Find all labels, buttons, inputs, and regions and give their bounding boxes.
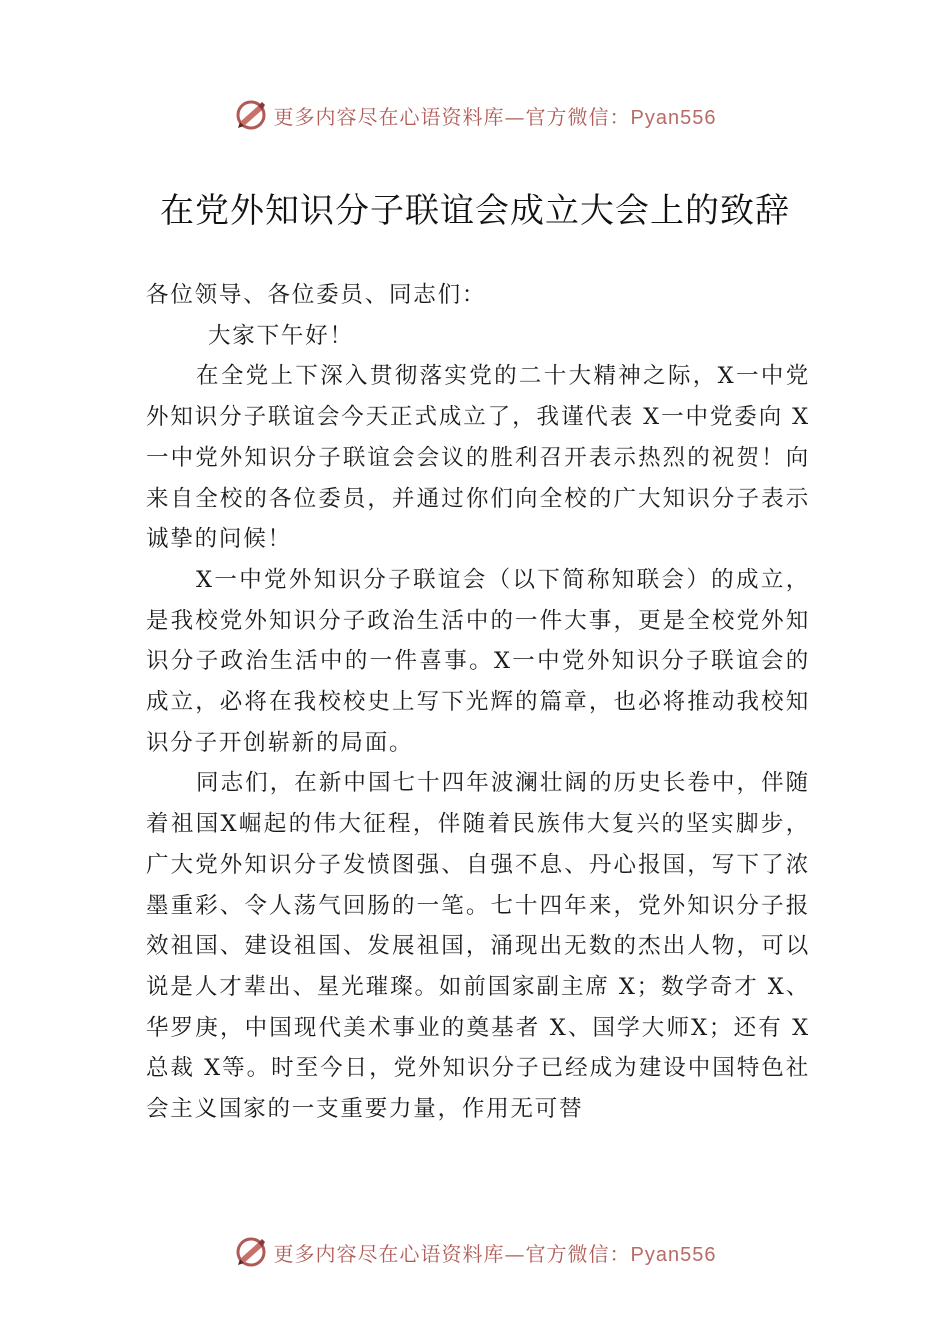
banner-wechat-id: Pyan556 bbox=[630, 106, 717, 129]
document-title: 在党外知识分子联谊会成立大会上的致辞 bbox=[160, 191, 790, 231]
banner-text bbox=[274, 101, 717, 130]
header-banner bbox=[0, 95, 950, 135]
banner-text bbox=[274, 1238, 717, 1267]
greeting: 大家下午好！ bbox=[208, 322, 354, 349]
banner-content bbox=[234, 98, 717, 132]
paragraph-2: X一中党外知识分子联谊会（以下简称知联会）的成立，是我校党外知识分子政治生活中的一件大事，更是全校党外知识分子政治生活中的一件喜事。X一中党外知识分子联谊会的成立，必将在我校校史上写下光辉的篇章，也必将推动我校知识分子开创崭新的局面。 bbox=[146, 566, 810, 756]
document-body bbox=[146, 275, 810, 1130]
pen-logo-icon bbox=[234, 1235, 268, 1269]
banner-content bbox=[234, 1235, 717, 1269]
paragraph-3: 同志们，在新中国七十四年波澜壮阔的历史长卷中，伴随着祖国X崛起的伟大征程，伴随着民族伟大复兴的坚实脚步，广大党外知识分子发愤图强、自强不息、丹心报国，写下了浓墨重彩、令人荡气回肠的一笔。七十四年来，党外知识分子报效祖国、建设祖国、发展祖国，涌现出无数的杰出人物，可以说是人才辈出、星光璀璨。如前国家副主席 X；数学奇才 X、华罗庚，中国现代美术事业的奠基者 X、国学大师X；还有 X总裁 X等。时至今日，党外知识分子已经成为建设中国特色社会主义国家的一支重要力量，作用无可替 bbox=[146, 770, 810, 1123]
banner-wechat-id: Pyan556 bbox=[630, 1243, 717, 1266]
banner-slogan: 更多内容尽在心语资料库—官方微信： bbox=[273, 1241, 631, 1266]
banner-slogan: 更多内容尽在心语资料库—官方微信： bbox=[273, 104, 631, 129]
salutation: 各位领导、各位委员、同志们： bbox=[146, 282, 487, 308]
footer-banner bbox=[0, 1232, 950, 1272]
pen-logo-icon bbox=[234, 98, 268, 132]
paragraph-1: 在全党上下深入贯彻落实党的二十大精神之际，X一中党外知识分子联谊会今天正式成立了，我谨代表 X一中党委向 X 一中党外知识分子联谊会会议的胜利召开表示热烈的祝贺！向来自全校的各位委员，并通过你们向全校的广大知识分子表示诚挚的问候！ bbox=[146, 363, 810, 553]
